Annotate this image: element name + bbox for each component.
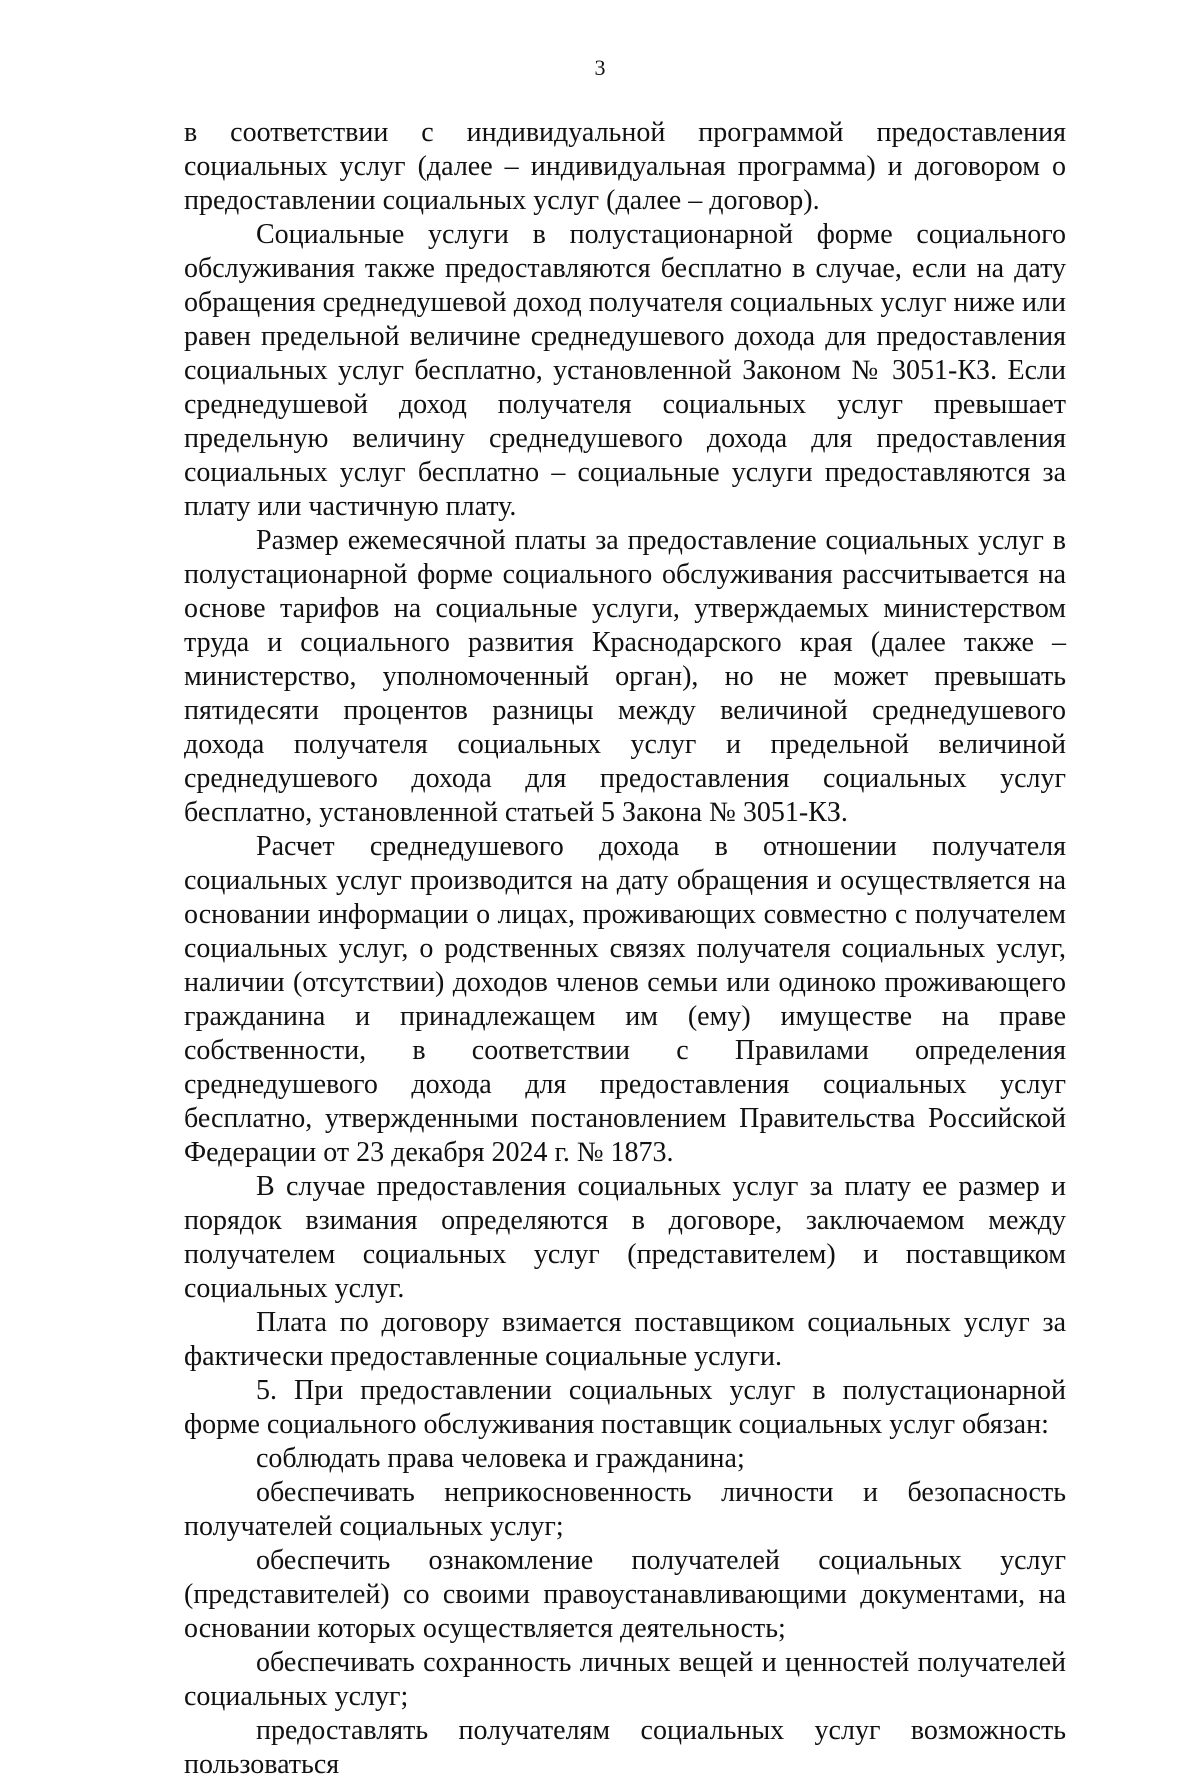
paragraph-contract-fee: Плата по договору взимается поставщиком социальных услуг за фактически предоставленные социальные услуги. [184, 1307, 1066, 1372]
paragraph-continuation: в соответствии с индивидуальной программой предоставления социальных услуг (далее – индивидуальная программа) и договором о предоставлении социальных услуг (далее – договор). [184, 117, 1066, 216]
list-item-human-rights: соблюдать права человека и гражданина; [256, 1443, 745, 1474]
list-item-belongings-safety: обеспечивать сохранность личных вещей и ценностей получателей социальных услуг; [184, 1647, 1066, 1712]
paragraph-income-calculation: Расчет среднедушевого дохода в отношении получателя социальных услуг производится на дату обращения и осуществляется на основании информации о лицах, проживающих совместно с получателем социальных услуг, о родственных связях получателя социальных услуг, наличии (отсутствии) доходов членов семьи или одиноко проживающего гражданина и принадлежащем им (ему) имуществе на праве собственности, в соответствии с Правилами определения среднедушевого дохода для предоставления социальных услуг бесплатно, утвержденными постановлением Правительства Российской Федерации от 23 декабря 2024 г. № 1873. [184, 831, 1066, 1168]
list-item-opportunity: предоставлять получателям социальных услуг возможность пользоваться [184, 1715, 1066, 1780]
list-item-documents-familiarization: обеспечить ознакомление получателей социальных услуг (представителей) со своими правоустанавливающими документами, на основании которых осуществляется деятельность; [184, 1545, 1066, 1644]
page-number: 3 [594, 55, 606, 80]
list-item-personal-safety: обеспечивать неприкосновенность личности и безопасность получателей социальных услуг; [184, 1477, 1066, 1542]
paragraph-monthly-fee: Размер ежемесячной платы за предоставление социальных услуг в полустационарной форме социального обслуживания рассчитывается на основе тарифов на социальные услуги, утверждаемых министерством труда и социального развития Краснодарского края (далее также – министерство, уполномоченный орган), но не может превышать пятидесяти процентов разницы между величиной среднедушевого дохода получателя социальных услуг и предельной величиной среднедушевого дохода для предоставления социальных услуг бесплатно, установленной статьей 5 Закона № 3051-КЗ. [184, 525, 1066, 828]
document-body [184, 116, 1066, 1782]
paragraph-free-services: Социальные услуги в полустационарной форме социального обслуживания также предоставляются бесплатно в случае, если на дату обращения среднедушевой доход получателя социальных услуг ниже или равен предельной величине среднедушевого дохода для предоставления социальных услуг бесплатно, установленной Законом № 3051-КЗ. Если среднедушевой доход получателя социальных услуг превышает предельную величину среднедушевого дохода для предоставления социальных услуг бесплатно – социальные услуги предоставляются за плату или частичную плату. [184, 219, 1066, 522]
paragraph-paid-services: В случае предоставления социальных услуг за плату ее размер и порядок взимания определяются в договоре, заключаемом между получателем социальных услуг (представителем) и поставщиком социальных услуг. [184, 1171, 1066, 1304]
paragraph-provider-obligations: 5. При предоставлении социальных услуг в полустационарной форме социального обслуживания поставщик социальных услуг обязан: [184, 1375, 1066, 1440]
